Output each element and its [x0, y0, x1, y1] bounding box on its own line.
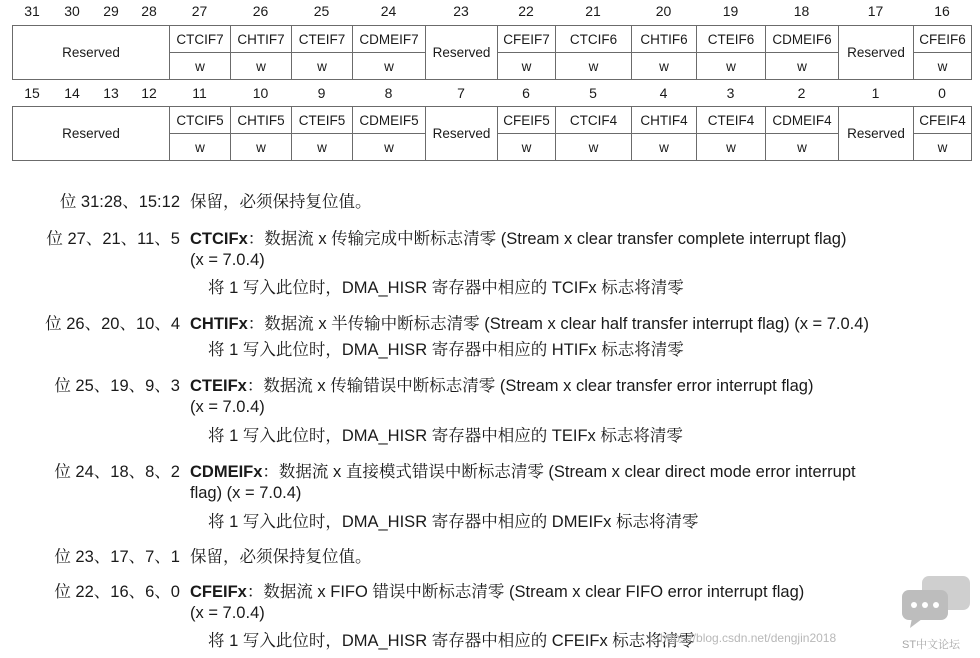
bit-range: 位 26、20、10、4 — [45, 315, 180, 333]
access-type: w — [352, 52, 426, 80]
field-cdmeif4: CDMEIF4 — [765, 106, 839, 134]
bit-number: 25 — [313, 3, 330, 19]
bit-range: 位 31:28、15:12 — [59, 193, 180, 211]
field-cfeif6: CFEIF6 — [913, 25, 972, 53]
field-name: CTCIFx — [190, 230, 248, 248]
register-low — [0, 82, 980, 164]
bit-number: 0 — [938, 85, 946, 101]
bit-number: 29 — [103, 3, 119, 19]
bit-number: 13 — [103, 85, 119, 101]
description-text: ：数据流 x FIFO 错误中断标志清零 (Stream x clear FIFO error interrupt flag) — [246, 583, 805, 601]
reserved-field: Reserved — [12, 25, 170, 80]
field-ctcif4: CTCIF4 — [555, 106, 632, 134]
bit-range: 位 22、16、6、0 — [54, 583, 180, 601]
watermark-url: https://blog.csdn.net/dengjin2018 — [660, 631, 837, 645]
reserved-field: Reserved — [425, 25, 498, 80]
watermark-badge: ST中文论坛 — [902, 639, 961, 651]
description-text: (x = 7.0.4) — [190, 604, 265, 622]
bit-number: 28 — [141, 3, 157, 19]
bit-range: 位 27、21、11、5 — [46, 230, 180, 248]
field-name: CFEIFx — [190, 583, 247, 601]
access-type: w — [169, 52, 231, 80]
description-text: ：数据流 x 传输错误中断标志清零 (Stream x clear transfer error interrupt flag) — [246, 377, 814, 395]
bit-number: 12 — [141, 85, 157, 101]
field-cfeif4: CFEIF4 — [913, 106, 972, 134]
field-cdmeif5: CDMEIF5 — [352, 106, 426, 134]
field-cteif4: CTEIF4 — [696, 106, 766, 134]
bit-number: 11 — [192, 85, 207, 101]
bit-number: 8 — [384, 85, 393, 101]
access-type: w — [913, 133, 972, 161]
access-type: w — [291, 133, 353, 161]
description-text: ：数据流 x 直接模式错误中断标志清零 (Stream x clear direct mode error interrupt — [262, 463, 856, 481]
access-type: w — [765, 133, 839, 161]
bit-number: 22 — [518, 3, 534, 19]
bit-number: 15 — [24, 85, 40, 101]
bit-number: 10 — [252, 85, 269, 101]
field-ctcif7: CTCIF7 — [169, 25, 231, 53]
description-text: (x = 7.0.4) — [190, 251, 265, 269]
bit-number: 18 — [793, 3, 810, 19]
field-cdmeif6: CDMEIF6 — [765, 25, 839, 53]
bit-number: 19 — [722, 3, 739, 19]
reserved-field: Reserved — [838, 25, 914, 80]
bit-number: 27 — [191, 3, 208, 19]
bit-range: 位 25、19、9、3 — [54, 377, 180, 395]
bit-number: 30 — [64, 3, 80, 19]
bit-range: 位 24、18、8、2 — [54, 463, 180, 481]
bit-range: 位 23、17、7、1 — [54, 548, 180, 566]
field-cfeif7: CFEIF7 — [497, 25, 556, 53]
reserved-field: Reserved — [838, 106, 914, 161]
description-text: ：数据流 x 传输完成中断标志清零 (Stream x clear transfer complete interrupt flag) — [247, 230, 847, 248]
bit-number: 14 — [64, 85, 80, 101]
description-text: ：数据流 x 半传输中断标志清零 (Stream x clear half transfer interrupt flag) (x = 7.0.4) — [247, 315, 869, 333]
bit-number: 31 — [24, 3, 40, 19]
bit-number: 3 — [726, 85, 735, 101]
bit-number: 6 — [522, 85, 530, 101]
field-chtif5: CHTIF5 — [230, 106, 292, 134]
field-cteif7: CTEIF7 — [291, 25, 353, 53]
access-type: w — [631, 133, 697, 161]
field-name: CTEIFx — [190, 377, 247, 395]
reserved-field: Reserved — [425, 106, 498, 161]
bit-number: 5 — [589, 85, 597, 101]
bit-number: 9 — [317, 85, 326, 101]
access-type: w — [696, 52, 766, 80]
description-note: 将 1 写入此位时，DMA_HISR 寄存器中相应的 CFEIFx 标志将清零 — [208, 632, 695, 650]
description-text: 保留，必须保持复位值。 — [190, 548, 372, 566]
access-type: w — [352, 133, 426, 161]
access-type: w — [497, 52, 556, 80]
access-type: w — [555, 52, 632, 80]
description-note: 将 1 写入此位时，DMA_HISR 寄存器中相应的 TCIFx 标志将清零 — [208, 279, 684, 297]
access-type: w — [291, 52, 353, 80]
description-text: flag) (x = 7.0.4) — [190, 484, 302, 502]
field-chtif6: CHTIF6 — [631, 25, 697, 53]
access-type: w — [497, 133, 556, 161]
field-name: CHTIFx — [190, 315, 248, 333]
field-cteif6: CTEIF6 — [696, 25, 766, 53]
bit-number: 24 — [380, 3, 397, 19]
access-type: w — [169, 133, 231, 161]
field-chtif4: CHTIF4 — [631, 106, 697, 134]
access-type: w — [230, 52, 292, 80]
bit-number: 23 — [453, 3, 469, 19]
bit-number: 16 — [934, 3, 950, 19]
description-note: 将 1 写入此位时，DMA_HISR 寄存器中相应的 HTIFx 标志将清零 — [208, 341, 684, 359]
field-ctcif6: CTCIF6 — [555, 25, 632, 53]
register-high — [0, 0, 980, 82]
bit-number: 1 — [871, 85, 880, 101]
access-type: w — [555, 133, 632, 161]
bit-number: 21 — [585, 3, 601, 19]
description-text: (x = 7.0.4) — [190, 398, 265, 416]
access-type: w — [765, 52, 839, 80]
bit-number: 20 — [655, 3, 672, 19]
bit-number: 7 — [457, 85, 465, 101]
access-type: w — [230, 133, 292, 161]
field-cdmeif7: CDMEIF7 — [352, 25, 426, 53]
description-note: 将 1 写入此位时，DMA_HISR 寄存器中相应的 DMEIFx 标志将清零 — [208, 513, 699, 531]
bit-number: 4 — [659, 85, 668, 101]
description-text: 保留，必须保持复位值。 — [190, 193, 372, 211]
field-chtif7: CHTIF7 — [230, 25, 292, 53]
access-type: w — [696, 133, 766, 161]
chat-bubble-icon — [900, 574, 972, 632]
reserved-field: Reserved — [12, 106, 170, 161]
field-ctcif5: CTCIF5 — [169, 106, 231, 134]
description-note: 将 1 写入此位时，DMA_HISR 寄存器中相应的 TEIFx 标志将清零 — [208, 427, 683, 445]
bit-number: 2 — [797, 85, 806, 101]
access-type: w — [913, 52, 972, 80]
field-cteif5: CTEIF5 — [291, 106, 353, 134]
field-cfeif5: CFEIF5 — [497, 106, 556, 134]
bit-number: 26 — [252, 3, 269, 19]
access-type: w — [631, 52, 697, 80]
field-name: CDMEIFx — [190, 463, 263, 481]
bit-number: 17 — [867, 3, 884, 19]
